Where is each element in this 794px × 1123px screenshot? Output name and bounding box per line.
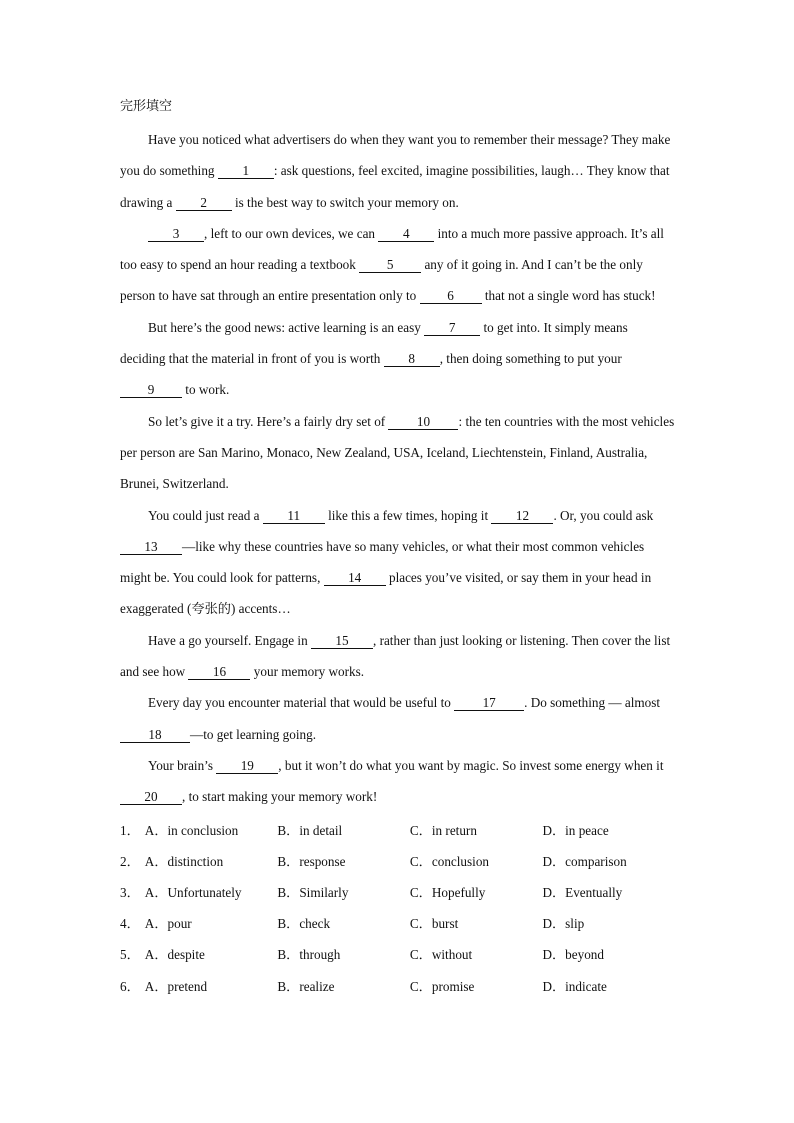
option-b: B．check [277,916,331,932]
question-number: 6． [120,978,140,994]
passage-text: : ask questions, feel excited, imagine possibilities, laugh… They know that drawing a [120,163,670,210]
option-c: C．conclusion [409,853,490,869]
passage-text: your memory works. [250,664,365,680]
paragraph [120,625,675,688]
blank-12: 12 [491,509,553,524]
question-options-row [120,846,675,877]
passage-text: to work. [182,382,230,398]
option-b: B．in detail [277,822,343,838]
passage-text: to get into. It simply means deciding that the material in front of you is worth [120,319,628,367]
paragraph [120,687,675,750]
blank-5: 5 [359,258,421,273]
passage-text: , rather than just looking or listening. Then cover the list and see how [120,632,671,680]
passage-text: But here’s the good news: active learning is an easy [148,319,425,335]
passage-text: Have a go yourself. Engage in [148,632,311,648]
blank-3: 3 [148,227,204,242]
cloze-passage [120,124,675,813]
option-a: A．Unfortunately [144,884,242,900]
paragraph [120,124,675,218]
blank-18: 18 [120,728,190,743]
blank-9: 9 [120,383,182,398]
option-c: C．Hopefully [409,884,486,900]
passage-text: any of it going in. And I can’t be the only person to have sat through an entire presentation only to [120,257,643,304]
passage-text: Have you noticed what advertisers do when they want you to remember their message? They make you do something [120,132,671,179]
blank-8: 8 [384,352,440,367]
passage-text: that not a single word has stuck! [481,288,656,304]
passage-text: So let’s give it a try. Here’s a fairly dry set of [148,413,389,429]
passage-text: Every day you encounter material that would be useful to [148,695,455,711]
passage-text: —to get learning going. [190,726,316,742]
passage-text: like this a few times, hoping it [324,507,492,523]
option-d: D．beyond [542,947,604,963]
passage-text: is the best way to switch your memory on. [231,194,459,210]
option-a: A．pretend [144,978,208,994]
question-options-row [120,971,675,1002]
paragraph [120,312,675,406]
blank-1: 1 [218,164,274,179]
option-c: C．in return [409,822,477,838]
passage-text: , left to our own devices, we can [204,225,379,241]
passage-text: : the ten countries with the most vehicles per person are San Marino, Monaco, New Zealand, USA, Iceland, Liechtenstein, Finland, Australia, Brunei, Switzerland. [120,413,675,492]
option-a: A．in conclusion [144,822,239,838]
passage-text: You could just read a [148,507,263,523]
passage-text: . Or, you could ask [553,507,654,523]
option-a: A．pour [144,916,192,932]
option-d: D．Eventually [542,884,623,900]
blank-14: 14 [324,571,386,586]
passage-text: Your brain’s [148,757,217,773]
passage-text: . Do something — almost [524,695,661,711]
question-number: 2． [120,853,140,869]
question-options-row [120,877,675,908]
option-d: D．in peace [542,822,609,838]
blank-17: 17 [454,696,524,711]
passage-text: , then doing something to put your [439,351,622,367]
option-b: B．realize [277,978,335,994]
passage-text: places you’ve visited, or say them in your head in exaggerated (夸张的) accents… [120,570,652,617]
blank-10: 10 [388,415,458,430]
blank-19: 19 [216,759,278,774]
answer-options [120,815,675,1002]
blank-15: 15 [311,634,373,649]
question-number: 5． [120,947,140,963]
passage-text: , to start making your memory work! [182,789,378,805]
option-b: B．Similarly [277,884,349,900]
question-number: 4． [120,916,140,932]
section-heading: 完形填空 [120,99,173,114]
passage-text: , but it won’t do what you want by magic. So invest some energy when it [278,757,664,773]
option-d: D．slip [542,916,585,932]
blank-16: 16 [188,665,250,680]
option-c: C．promise [409,978,475,994]
blank-20: 20 [120,790,182,805]
option-c: C．without [409,947,473,963]
passage-text: into a much more passive approach. It’s all too easy to spend an hour reading a textbook [120,225,664,273]
option-b: B．through [277,947,341,963]
paragraph [120,750,675,813]
option-d: D．comparison [542,853,627,869]
option-d: D．indicate [542,978,607,994]
passage-text: —like why these countries have so many vehicles, or what their most common vehicles might be. You could look for patterns, [120,538,645,586]
blank-7: 7 [424,321,480,336]
option-c: C．burst [409,916,459,932]
question-options-row [120,908,675,939]
blank-2: 2 [176,196,232,211]
paragraph [120,218,675,312]
option-a: A．distinction [144,853,224,869]
option-a: A．despite [144,947,205,963]
option-b: B．response [277,853,346,869]
document-page [120,98,675,1002]
question-number: 1． [120,822,140,838]
blank-6: 6 [420,289,482,304]
blank-13: 13 [120,540,182,555]
blank-11: 11 [263,509,325,524]
blank-4: 4 [378,227,434,242]
question-options-row [120,939,675,970]
paragraph [120,500,675,625]
question-number: 3． [120,884,140,900]
question-options-row [120,815,675,846]
paragraph [120,406,675,500]
